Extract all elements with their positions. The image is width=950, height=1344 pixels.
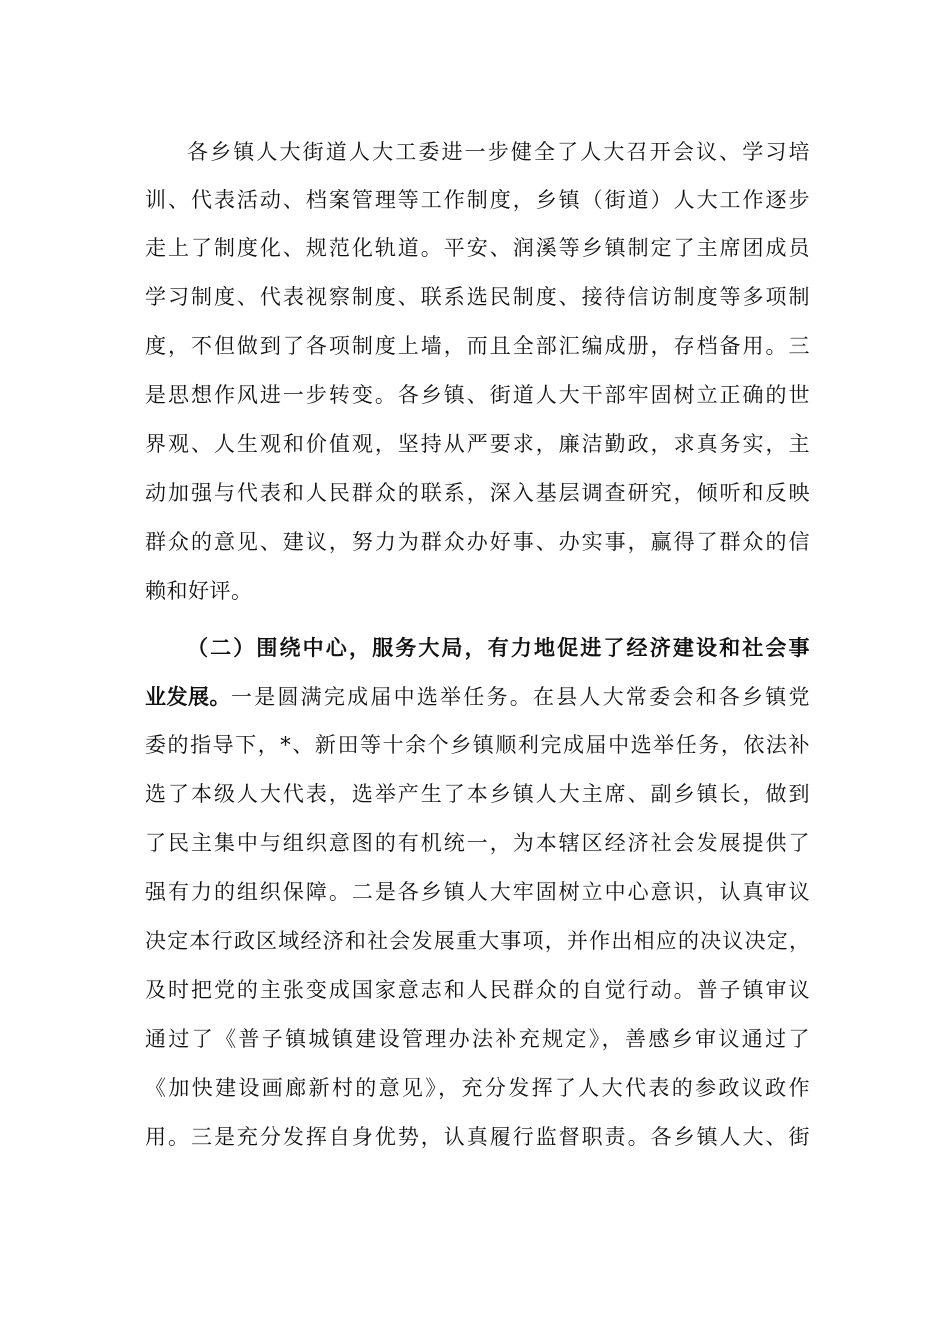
paragraph-line: 及时把党的主张变成国家意志和人民群众的自觉行动。普子镇审议	[145, 978, 810, 1002]
paragraph-line: 各乡镇人大街道人大工委进一步健全了人大召开会议、学习培	[187, 140, 810, 164]
paragraph-line: 强有力的组织保障。二是各乡镇人大牢固树立中心意识，认真审议	[145, 880, 810, 904]
paragraph-line: 群众的意见、建议，努力为群众办好事、办实事，赢得了群众的信	[145, 530, 810, 554]
paragraph-line: 委的指导下，*、新田等十余个乡镇顺利完成届中选举任务，依法补	[145, 733, 810, 757]
paragraph-line: 《加快建设画廊新村的意见》，充分发挥了人大代表的参政议政作	[145, 1076, 810, 1100]
paragraph-line: 用。三是充分发挥自身优势，认真履行监督职责。各乡镇人大、街	[145, 1125, 810, 1149]
paragraph-line: 走上了制度化、规范化轨道。平安、润溪等乡镇制定了主席团成员	[145, 236, 810, 260]
paragraph-line: 通过了《普子镇城镇建设管理办法补充规定》，善感乡审议通过了	[145, 1027, 810, 1051]
paragraph-line: 是思想作风进一步转变。各乡镇、街道人大干部牢固树立正确的世	[145, 383, 810, 407]
paragraph-line: 了民主集中与组织意图的有机统一，为本辖区经济社会发展提供了	[145, 831, 810, 855]
section-heading: （二）围绕中心，服务大局，有力地促进了经济建设和社会事	[187, 636, 810, 660]
paragraph-line: 决定本行政区域经济和社会发展重大事项，并作出相应的决议决定，	[145, 929, 810, 953]
paragraph-line: 训、代表活动、档案管理等工作制度，乡镇（街道）人大工作逐步	[145, 188, 810, 212]
paragraph-line: 动加强与代表和人民群众的联系，深入基层调查研究，倾听和反映	[145, 481, 810, 505]
section-heading-end: 业发展。	[145, 685, 231, 709]
paragraph-line: 度，不但做到了各项制度上墙，而且全部汇编成册，存档备用。三	[145, 334, 810, 358]
paragraph-line: 选了本级人大代表，选举产生了本乡镇人大主席、副乡镇长，做到	[145, 782, 810, 806]
paragraph-line: 学习制度、代表视察制度、联系选民制度、接待信访制度等多项制	[145, 285, 810, 309]
paragraph-line: 赖和好评。	[145, 579, 253, 603]
paragraph-line	[145, 682, 810, 712]
paragraph-text: 一是圆满完成届中选举任务。在县人大常委会和各乡镇党	[231, 685, 810, 709]
paragraph-line: 界观、人生观和价值观，坚持从严要求，廉洁勤政，求真务实，主	[145, 432, 810, 456]
